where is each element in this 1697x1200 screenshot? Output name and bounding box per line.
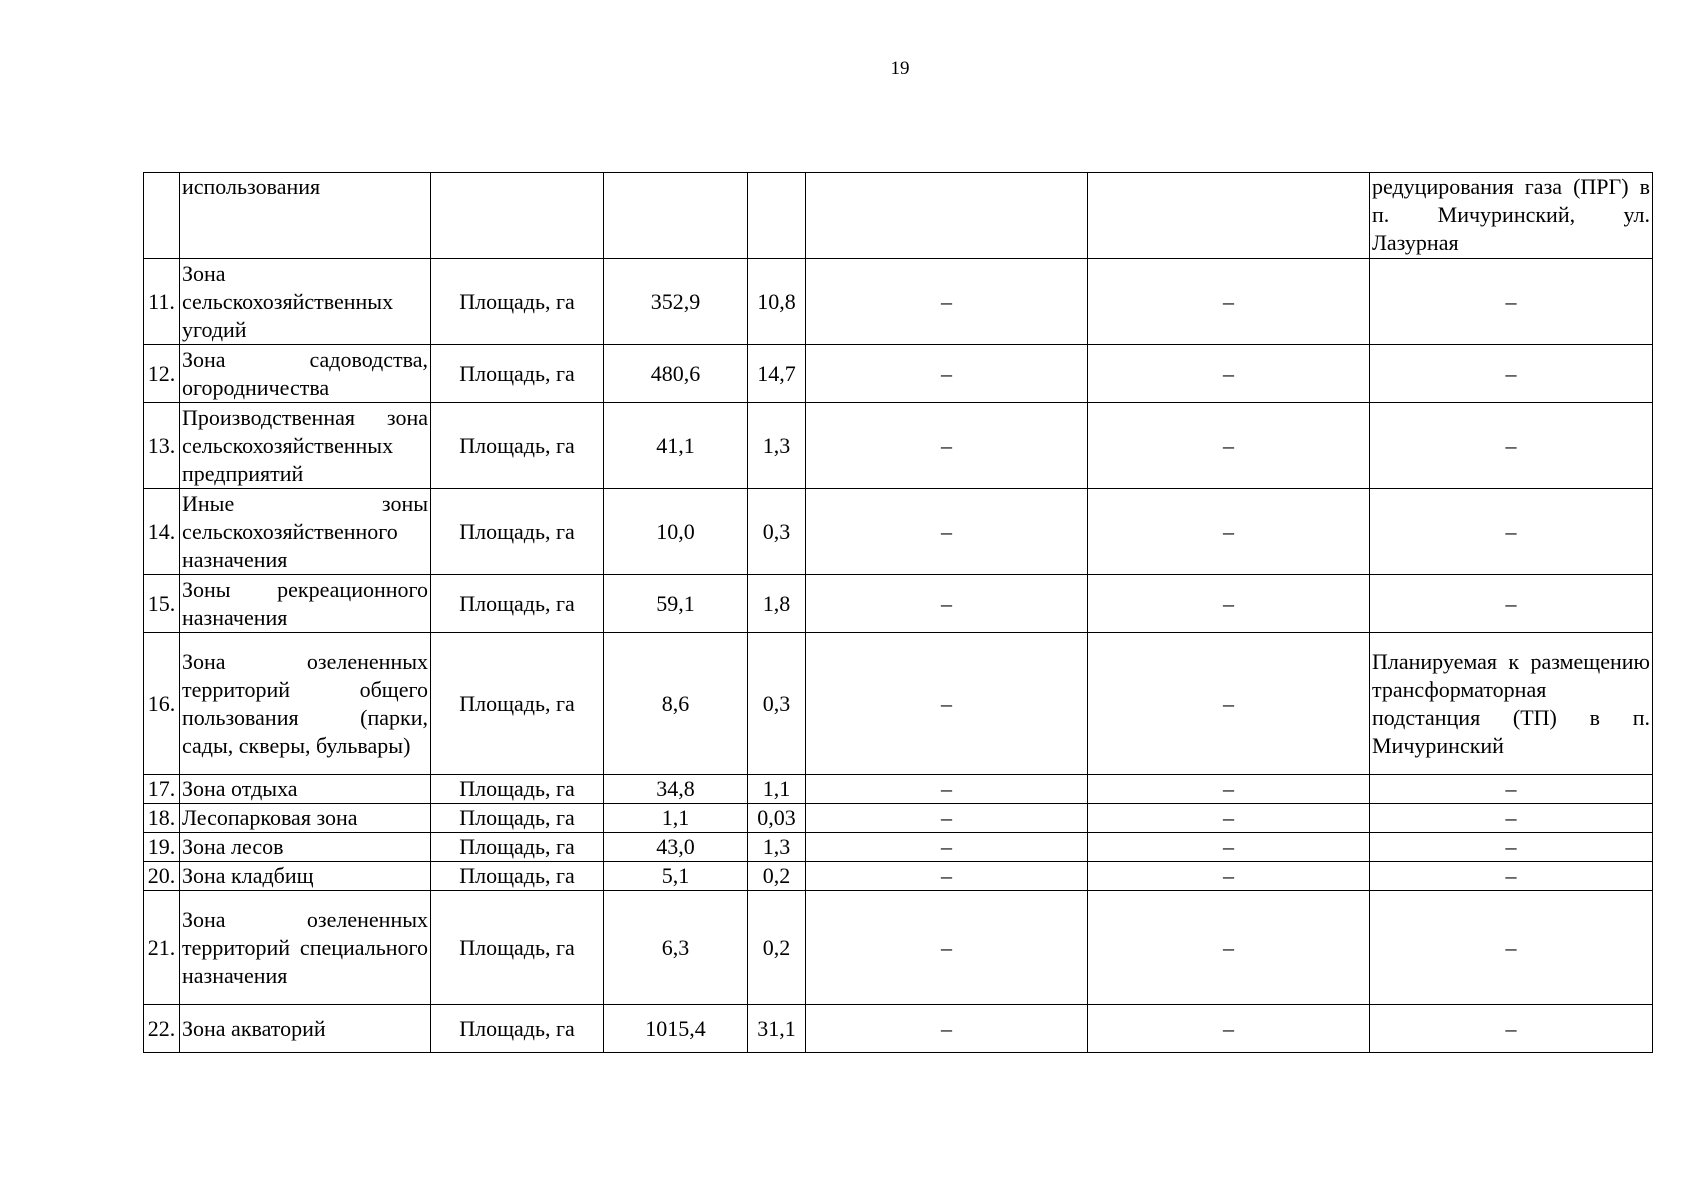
area-cell: 10,0 xyxy=(604,489,748,575)
table-row xyxy=(144,1005,1653,1053)
note-cell: – xyxy=(1370,259,1653,345)
row-number-cell: 17. xyxy=(144,775,180,804)
column-7-cell: – xyxy=(1088,259,1370,345)
column-7-cell: – xyxy=(1088,403,1370,489)
column-6-cell: – xyxy=(806,804,1088,833)
table-row xyxy=(144,833,1653,862)
row-number-cell: 16. xyxy=(144,633,180,775)
percent-cell: 1,1 xyxy=(748,775,806,804)
column-7-cell: – xyxy=(1088,1005,1370,1053)
zones-table xyxy=(143,172,1653,1053)
column-6-cell: – xyxy=(806,1005,1088,1053)
table-row xyxy=(144,775,1653,804)
column-6-cell xyxy=(806,173,1088,259)
percent-cell: 1,8 xyxy=(748,575,806,633)
row-number-cell: 13. xyxy=(144,403,180,489)
percent-cell: 10,8 xyxy=(748,259,806,345)
note-cell: – xyxy=(1370,775,1653,804)
column-7-cell: – xyxy=(1088,862,1370,891)
column-7-cell: – xyxy=(1088,633,1370,775)
column-6-cell: – xyxy=(806,345,1088,403)
area-cell: 1,1 xyxy=(604,804,748,833)
parameter-cell: Площадь, га xyxy=(431,489,604,575)
column-7-cell: – xyxy=(1088,489,1370,575)
zone-name-cell: Зона кладбищ xyxy=(180,862,431,891)
parameter-cell: Площадь, га xyxy=(431,633,604,775)
table-row xyxy=(144,633,1653,775)
percent-cell: 0,2 xyxy=(748,891,806,1005)
area-cell: 6,3 xyxy=(604,891,748,1005)
area-cell: 41,1 xyxy=(604,403,748,489)
zone-name-cell: Лесопарковая зона xyxy=(180,804,431,833)
zone-name-cell: Зона садоводства, огородничества xyxy=(180,345,431,403)
parameter-cell xyxy=(431,173,604,259)
row-number-cell: 12. xyxy=(144,345,180,403)
area-cell: 480,6 xyxy=(604,345,748,403)
table-row xyxy=(144,891,1653,1005)
area-cell: 34,8 xyxy=(604,775,748,804)
zone-name-cell: Зона озелененных территорий специального назначения xyxy=(180,891,431,1005)
table-row xyxy=(144,345,1653,403)
table-row xyxy=(144,259,1653,345)
zone-name-cell: Зона акваторий xyxy=(180,1005,431,1053)
column-7-cell: – xyxy=(1088,891,1370,1005)
row-number-cell: 11. xyxy=(144,259,180,345)
row-number-cell xyxy=(144,173,180,259)
note-cell: – xyxy=(1370,403,1653,489)
percent-cell: 1,3 xyxy=(748,833,806,862)
area-cell: 352,9 xyxy=(604,259,748,345)
row-number-cell: 22. xyxy=(144,1005,180,1053)
percent-cell xyxy=(748,173,806,259)
note-cell: – xyxy=(1370,833,1653,862)
column-7-cell: – xyxy=(1088,804,1370,833)
table-row xyxy=(144,403,1653,489)
percent-cell: 0,3 xyxy=(748,633,806,775)
note-cell: – xyxy=(1370,575,1653,633)
zone-name-cell: Производственная зона сельскохозяйственных предприятий xyxy=(180,403,431,489)
parameter-cell: Площадь, га xyxy=(431,575,604,633)
percent-cell: 31,1 xyxy=(748,1005,806,1053)
column-7-cell: – xyxy=(1088,775,1370,804)
zone-name-cell: использования xyxy=(180,173,431,259)
parameter-cell: Площадь, га xyxy=(431,833,604,862)
column-6-cell: – xyxy=(806,259,1088,345)
zone-name-cell: Зоны рекреационного назначения xyxy=(180,575,431,633)
column-7-cell xyxy=(1088,173,1370,259)
column-6-cell: – xyxy=(806,489,1088,575)
table-row xyxy=(144,489,1653,575)
table-row xyxy=(144,804,1653,833)
row-number-cell: 18. xyxy=(144,804,180,833)
percent-cell: 1,3 xyxy=(748,403,806,489)
area-cell: 59,1 xyxy=(604,575,748,633)
percent-cell: 0,2 xyxy=(748,862,806,891)
note-cell: – xyxy=(1370,804,1653,833)
area-cell: 8,6 xyxy=(604,633,748,775)
zone-name-cell: Зона озелененных территорий общего пользования (парки, сады, скверы, бульвары) xyxy=(180,633,431,775)
parameter-cell: Площадь, га xyxy=(431,775,604,804)
column-6-cell: – xyxy=(806,633,1088,775)
note-cell: – xyxy=(1370,891,1653,1005)
area-cell xyxy=(604,173,748,259)
area-cell: 43,0 xyxy=(604,833,748,862)
column-7-cell: – xyxy=(1088,833,1370,862)
parameter-cell: Площадь, га xyxy=(431,804,604,833)
column-6-cell: – xyxy=(806,891,1088,1005)
area-cell: 1015,4 xyxy=(604,1005,748,1053)
row-number-cell: 14. xyxy=(144,489,180,575)
zone-name-cell: Иные зоны сельскохозяйственного назначения xyxy=(180,489,431,575)
note-cell: – xyxy=(1370,862,1653,891)
note-cell: – xyxy=(1370,489,1653,575)
column-7-cell: – xyxy=(1088,575,1370,633)
parameter-cell: Площадь, га xyxy=(431,345,604,403)
note-cell: – xyxy=(1370,1005,1653,1053)
table-row xyxy=(144,862,1653,891)
parameter-cell: Площадь, га xyxy=(431,1005,604,1053)
zone-name-cell: Зона лесов xyxy=(180,833,431,862)
zone-name-cell: Зона отдыха xyxy=(180,775,431,804)
percent-cell: 14,7 xyxy=(748,345,806,403)
parameter-cell: Площадь, га xyxy=(431,259,604,345)
table-row xyxy=(144,575,1653,633)
zone-name-cell: Зона сельскохозяйственных угодий xyxy=(180,259,431,345)
row-number-cell: 19. xyxy=(144,833,180,862)
row-number-cell: 21. xyxy=(144,891,180,1005)
row-number-cell: 15. xyxy=(144,575,180,633)
note-cell: – xyxy=(1370,345,1653,403)
table-row xyxy=(144,173,1653,259)
note-cell: редуцирования газа (ПРГ) в п. Мичуринский, ул. Лазурная xyxy=(1370,173,1653,259)
column-6-cell: – xyxy=(806,575,1088,633)
column-7-cell: – xyxy=(1088,345,1370,403)
percent-cell: 0,3 xyxy=(748,489,806,575)
column-6-cell: – xyxy=(806,403,1088,489)
row-number-cell: 20. xyxy=(144,862,180,891)
column-6-cell: – xyxy=(806,862,1088,891)
parameter-cell: Площадь, га xyxy=(431,891,604,1005)
column-6-cell: – xyxy=(806,775,1088,804)
parameter-cell: Площадь, га xyxy=(431,403,604,489)
area-cell: 5,1 xyxy=(604,862,748,891)
column-6-cell: – xyxy=(806,833,1088,862)
percent-cell: 0,03 xyxy=(748,804,806,833)
parameter-cell: Площадь, га xyxy=(431,862,604,891)
page-number: 19 xyxy=(890,58,910,79)
note-cell: Планируемая к размещению трансформаторная подстанция (ТП) в п. Мичуринский xyxy=(1370,633,1653,775)
